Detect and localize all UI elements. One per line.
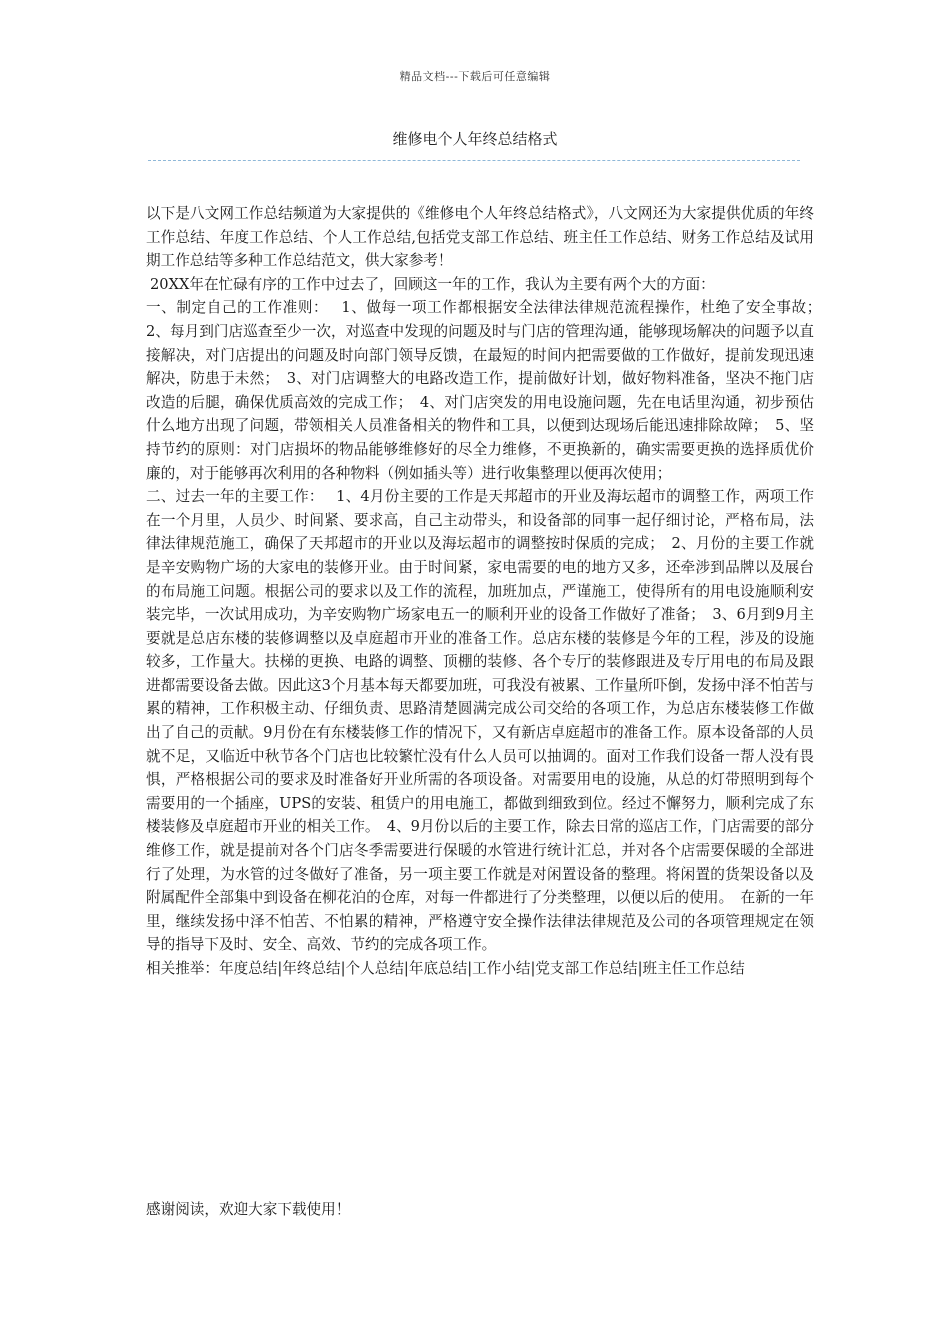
closing-note: 感谢阅读，欢迎大家下载使用！ xyxy=(146,1201,351,1218)
page-title: 维修电个人年终总结格式 xyxy=(392,130,558,148)
intro-paragraph: 以下是八文网工作总结频道为大家提供的《维修电个人年终总结格式》，八文网还为大家提供优质的年终工作总结、年度工作总结、个人工作总结,包括党支部工作总结、班主任工作总结、财务工作总结及试用期工作总结等多种工作总结范文，供大家参考！ xyxy=(146,205,814,270)
section-2-paragraph: 二、过去一年的主要工作： 1、4月份主要的工作是天邦超市的开业及海坛超市的调整工作，两项工作在一个月里，人员少、时间紧、要求高，自己主动带头，和设备部的同事一起仔细讨论，严格布局，法律法律规范施工，确保了天邦超市的开业以及海坛超市的调整按时保质的完成； 2、月份的主要工作就是辛安购物广场的大家电的装修开业。由于时间紧，家电需要的电的地方又多，还牵涉到品牌以及展台的布局施工问题。根据公司的要求以及工作的流程，加班加点，严谨施工，使得所有的用电设施顺利安装完毕，一次试用成功，为辛安购物广场家电五一的顺利开业的设备工作做好了准备； 3、6月到9月主要就是总店东楼的装修调整以及卓庭超市开业的准备工作。总店东楼的装修是今年的工程，涉及的设施较多，工作量大。扶梯的更换、电路的调整、顶棚的装修、各个专厅的装修跟进及专厅用电的布局及跟进都需要设备去做。因此这3个月基本每天都要加班，可我没有被累、工作量所吓倒，发扬中泽不怕苦与累的精神，工作积极主动、仔细负责、思路清楚圆满完成公司交给的各项工作，为总店东楼装修工作做出了自己的贡献。9月份在有东楼装修工作的情况下，又有新店卓庭超市的准备工作。原本设备部的人员就不足，又临近中秋节各个门店也比较繁忙没有什么人员可以抽调的。面对工作我们设备一帮人没有畏惧，严格根据公司的要求及时准备好开业所需的各项设备。对需要用电的设施，从总的灯带照明到每个需要用的一个插座，UPS的安装、租赁户的用电施工，都做到细致到位。经过不懈努力，顺利完成了东楼装修及卓庭超市开业的相关工作。 4、9月份以后的主要工作，除去日常的巡店工作，门店需要的部分维修工作，就是提前对各个门店冬季需要进行保暖的水管进行统计汇总，并对各个店需要保暖的全部进行了处理，为水管的过冬做好了准备，另一项主要工作就是对闲置设备的整理。将闲置的货架设备以及附属配件全部集中到设备在柳花泊的仓库，对每一件都进行了分类整理，以便以后的使用。 在新的一年里，继续发扬中泽不怕苦、不怕累的精神，严格遵守安全操作法律法律规范及公司的各项管理规定在领导的指导下及时、安全、高效、节约的完成各项工作。 xyxy=(146,488,814,954)
section-1-paragraph: 一、制定自己的工作准则： 1、做每一项工作都根据安全法律法律规范流程操作，杜绝了安全事故； 2、每月到门店巡查至少一次，对巡查中发现的问题及时与门店的管理沟通，能够现场解决的问题予以直接解决，对门店提出的问题及时向部门领导反馈，在最短的时间内把需要做的工作做好，提前发现迅速解决，防患于未然； 3、对门店调整大的电路改造工作，提前做好计划，做好物料准备，坚决不拖门店改造的后腿，确保优质高效的完成工作； 4、对门店突发的用电设施问题，先在电话里沟通，初步预估什么地方出现了问题，带领相关人员准备相关的物件和工具，以便到达现场后能迅速排除故障； 5、坚持节约的原则：对门店损坏的物品能够维修好的尽全力维修，不更换新的，确实需要更换的选择质优价廉的，对于能够再次利用的各种物料（例如插头等）进行收集整理以便再次使用； xyxy=(146,299,829,482)
opening-paragraph: 20XX年在忙碌有序的工作中过去了，回顾这一年的工作，我认为主要有两个大的方面： xyxy=(150,275,715,293)
header-note: 精品文档---下载后可任意编辑 xyxy=(399,70,551,83)
title-divider xyxy=(148,160,800,161)
related-links: 相关推举：年度总结|年终总结|个人总结|年底总结|工作小结|党支部工作总结|班主任工作总结 xyxy=(146,960,745,977)
document-body xyxy=(146,202,829,981)
